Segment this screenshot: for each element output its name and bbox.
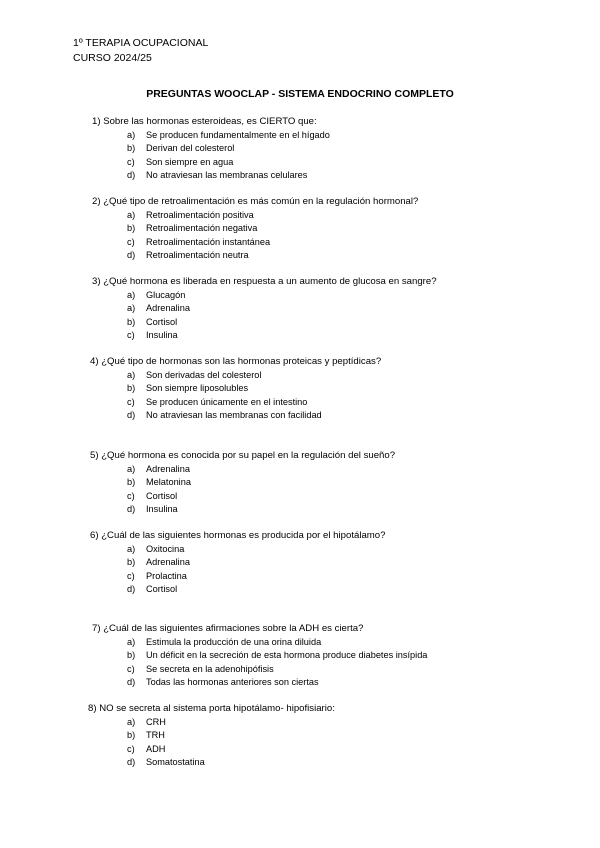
question-8-option: d) Somatostatina — [127, 757, 205, 767]
question-7-option: d) Todas las hormonas anteriores son ciertas — [127, 677, 319, 687]
question-7-option: b) Un déficit en la secreción de esta hormona produce diabetes insípida — [127, 650, 428, 660]
question-1-option: a) Se producen fundamentalmente en el hígado — [127, 130, 330, 140]
question-2-option: a) Retroalimentación positiva — [127, 210, 254, 220]
question-1-option: c) Son siempre en agua — [127, 157, 234, 167]
question-4-option: b) Son siempre liposolubles — [127, 383, 249, 393]
course-year: CURSO 2024/25 — [73, 52, 152, 64]
question-6-option: a) Oxitocina — [127, 544, 185, 554]
question-2-option: c) Retroalimentación instantánea — [127, 237, 271, 247]
question-1-option: d) No atraviesan las membranas celulares — [127, 170, 308, 180]
question-5-option: b) Melatonina — [127, 477, 191, 487]
question-2-option: b) Retroalimentación negativa — [127, 223, 258, 233]
question-4-option: c) Se producen únicamente en el intestino — [127, 397, 308, 407]
question-1: 1) Sobre las hormonas esteroideas, es CIERTO que: — [92, 116, 317, 127]
course-name: 1º TERAPIA OCUPACIONAL — [73, 37, 209, 49]
question-2-option: d) Retroalimentación neutra — [127, 250, 249, 260]
question-8-option: a) CRH — [127, 717, 166, 727]
question-7-option: c) Se secreta en la adenohipófisis — [127, 664, 274, 674]
question-8-option: c) ADH — [127, 744, 166, 754]
question-3-option: a) Adrenalina — [127, 303, 190, 313]
question-3-option: b) Cortisol — [127, 317, 178, 327]
question-6-option: d) Cortisol — [127, 584, 178, 594]
question-5: 5) ¿Qué hormona es conocida por su papel en la regulación del sueño? — [90, 450, 396, 461]
question-7: 7) ¿Cuál de las siguientes afirmaciones sobre la ADH es cierta? — [92, 623, 364, 634]
question-8-option: b) TRH — [127, 730, 165, 740]
question-4-option: d) No atraviesan las membranas con facilidad — [127, 410, 322, 420]
question-8: 8) NO se secreta al sistema porta hipotálamo- hipofisiario: — [88, 703, 335, 714]
question-7-option: a) Estimula la producción de una orina diluida — [127, 637, 322, 647]
question-4-option: a) Son derivadas del colesterol — [127, 370, 262, 380]
question-3-option: a) Glucagón — [127, 290, 186, 300]
question-6: 6) ¿Cuál de las siguientes hormonas es producida por el hipotálamo? — [90, 530, 386, 541]
question-6-option: b) Adrenalina — [127, 557, 190, 567]
question-2: 2) ¿Qué tipo de retroalimentación es más común en la regulación hormonal? — [92, 196, 419, 207]
question-5-option: a) Adrenalina — [127, 464, 190, 474]
question-6-option: c) Prolactina — [127, 571, 187, 581]
question-4: 4) ¿Qué tipo de hormonas son las hormonas proteicas y peptídicas? — [90, 356, 382, 367]
question-1-option: b) Derivan del colesterol — [127, 143, 235, 153]
page-title: PREGUNTAS WOOCLAP - SISTEMA ENDOCRINO COMPLETO — [146, 88, 454, 100]
question-3-option: c) Insulina — [127, 330, 178, 340]
question-3: 3) ¿Qué hormona es liberada en respuesta a un aumento de glucosa en sangre? — [92, 276, 437, 287]
question-5-option: c) Cortisol — [127, 491, 178, 501]
question-5-option: d) Insulina — [127, 504, 178, 514]
